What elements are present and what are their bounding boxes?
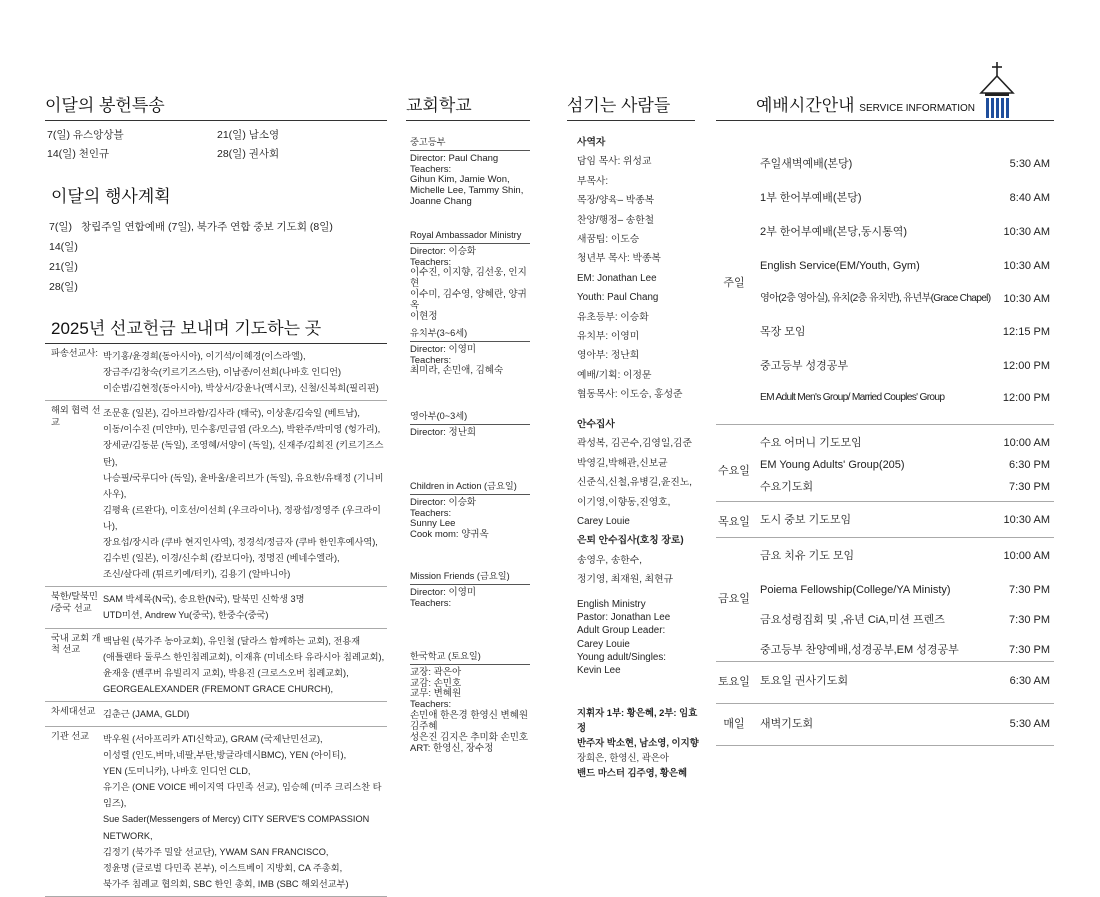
- worship-day: 목요일: [718, 516, 750, 528]
- worship-item: [760, 644, 1050, 658]
- offering-cell: 21(일) 남소영: [217, 129, 280, 141]
- servant-line: 사역자: [577, 137, 606, 148]
- mission-row: [45, 727, 387, 897]
- servant-line: 박영길,박해관,신보균: [577, 457, 668, 469]
- worship-item: [760, 514, 1050, 528]
- servant-line: 예배/기획: 이정문: [577, 369, 652, 381]
- mission-line: 백남원 (북가주 농아교회), 유인철 (달라스 함께하는 교회), 전용재: [103, 635, 361, 646]
- mission-line: 김수빈 (일본), 이경/신수희 (캄보디아), 정명진 (베네수엘라),: [103, 553, 340, 564]
- school-block: [410, 651, 530, 755]
- school-block: [410, 137, 530, 208]
- mission-row: [45, 702, 387, 727]
- mission-line: 이동/이수진 (미얀마), 민수홍/민금엽 (라오스), 박완주/박미영 (헝가리),: [103, 424, 381, 435]
- event-row: [49, 261, 333, 281]
- event-text: 창립주일 연합예배 (7일), 북가주 연합 중보 기도회 (8일): [81, 221, 333, 233]
- school-block-head: Mission Friends (금요일): [410, 571, 530, 585]
- event-date: 14(일): [49, 241, 78, 253]
- school-line: Director: 이승화: [410, 245, 477, 257]
- worship-item-name: 2부 한어부예배(본당,동시통역): [760, 226, 908, 238]
- worship-item-time: 5:30 AM: [1009, 718, 1050, 730]
- school-block-head: Children in Action (금요일): [410, 481, 530, 495]
- mission-line: 윤재웅 (벤쿠버 유빌리지 교회), 박용진 (크로스오버 침례교회),: [103, 667, 349, 678]
- offering-row: [47, 129, 387, 148]
- worship-item: [760, 293, 1050, 307]
- servant-line: 지휘자 1부: 황은혜, 2부: 임효정: [577, 707, 698, 734]
- school-line: Director: 이영미: [410, 343, 477, 355]
- event-row: [49, 221, 333, 241]
- worship-item-time: 10:30 AM: [1003, 226, 1050, 238]
- servants-title: 섬기는 사람들: [567, 95, 695, 121]
- school-line: Cook mom: 양귀옥: [410, 529, 489, 541]
- servant-line: Young adult/Singles:: [577, 651, 666, 663]
- worship-item-name: English Service(EM/Youth, Gym): [760, 260, 920, 272]
- worship-item-name: EM Adult Men's Group/ Married Couples' Group: [760, 392, 945, 403]
- school-line: Teachers:: [410, 256, 452, 268]
- school-block-head: 한국학교 (토요일): [410, 651, 530, 665]
- mission-body: [103, 706, 387, 722]
- worship-group: [716, 425, 1054, 502]
- school-line: ART: 한영신, 장수정: [410, 743, 494, 755]
- worship-day: 금요일: [718, 593, 750, 605]
- school-line: 이수진, 이지향, 김선웅, 인지현: [410, 267, 527, 290]
- worship-item-name: 영아(2층 영아실), 유치(2층 유치반), 유년부(Grace Chapel): [760, 293, 991, 304]
- school-block: [410, 230, 530, 323]
- worship-item: [760, 550, 1050, 564]
- worship-item: [760, 360, 1050, 374]
- event-date: 21(일): [49, 261, 78, 273]
- school-line: Director: 이영미: [410, 586, 477, 598]
- worship-item: [760, 326, 1050, 340]
- mission-line: 박우원 (서아프리카 ATI신학교), GRAM (국제난민선교),: [103, 733, 323, 744]
- mission-line: GEORGEALEXANDER (FREMONT GRACE CHURCH),: [103, 683, 334, 694]
- mission-label: 북한/탈북민 /중국 선교: [51, 591, 98, 614]
- school-line: 교감: 손민호: [410, 677, 462, 689]
- worship-item-time: 7:30 PM: [1009, 644, 1050, 656]
- church-icon: [974, 60, 1020, 120]
- worship-item-time: 7:30 PM: [1009, 481, 1050, 493]
- worship-day: 토요일: [718, 676, 750, 688]
- worship-group: [716, 662, 1054, 704]
- worship-item-name: 새벽기도회: [760, 718, 814, 730]
- mission-label: 차세대선교: [51, 705, 96, 716]
- worship-item-name: 수요기도회: [760, 481, 814, 493]
- mission-line: YEN (도미니카), 나바호 인디언 CLD,: [103, 766, 251, 777]
- worship-item-time: 5:30 AM: [1009, 158, 1050, 170]
- mission-row: [45, 401, 387, 587]
- worship-item: [760, 675, 1050, 689]
- school-line: 이현정: [410, 311, 438, 323]
- mission-label: 국내 교회 개척 선교: [51, 632, 101, 655]
- school-line: Gihun Kim, Jamie Won,: [410, 174, 510, 186]
- servant-line: Pastor: Jonathan Lee: [577, 612, 671, 624]
- worship-group: [716, 704, 1054, 746]
- mission-row: [45, 343, 387, 401]
- worship-item-time: 10:30 AM: [1003, 514, 1050, 526]
- worship-item-time: 10:00 AM: [1003, 437, 1050, 449]
- servant-line: 안수집사: [577, 419, 615, 430]
- servant-line: 밴드 마스터 김주영, 황은혜: [577, 767, 688, 779]
- servant-line: 이기영,이향동,진영호,: [577, 496, 671, 508]
- servant-line: EM: Jonathan Lee: [577, 272, 657, 284]
- worship-item-name: 토요일 권사기도회: [760, 675, 849, 687]
- servant-line: 송영우, 송한수,: [577, 554, 642, 566]
- mission-line: 이성렬 (인도,버마,네팔,부탄,방글라데시BMC), YEN (아이티),: [103, 750, 347, 761]
- mission-body: [103, 633, 387, 697]
- worship-item: [760, 260, 1050, 274]
- school-line: Teachers:: [410, 507, 452, 519]
- school-line: Director: Paul Chang: [410, 152, 499, 164]
- servant-line: Youth: Paul Chang: [577, 292, 659, 304]
- servant-line: Carey Louie: [577, 638, 630, 650]
- mission-body: [103, 405, 387, 582]
- school-block: [410, 328, 530, 377]
- school-block: [410, 411, 530, 439]
- servant-line: 새꿈팀: 이도승: [577, 233, 640, 245]
- worship-day: 수요일: [718, 465, 750, 477]
- offering-cell: 7(일) 유스앙상블: [47, 129, 124, 141]
- worship-item-name: EM Young Adults' Group(205): [760, 459, 905, 471]
- servant-line: 청년부 목사: 박종복: [577, 253, 661, 265]
- worship-item-time: 12:00 PM: [1002, 360, 1050, 372]
- events-title: 이달의 행사계획: [51, 187, 171, 206]
- servant-line: 반주자 박소현, 남소영, 이지향: [577, 737, 699, 749]
- mission-line: 김정기 (북가주 밀알 선교단), YWAM SAN FRANCISCO,: [103, 846, 329, 857]
- school-line: 손민애 한은경 한영신 변혜원 김주혜: [410, 710, 529, 733]
- worship-item-name: 금요성령집회 및 ,유년 CiA,미션 프렌즈: [760, 614, 945, 626]
- servant-line: Adult Group Leader:: [577, 625, 666, 637]
- worship-item: [760, 158, 1050, 172]
- school-line: 교무: 변혜원: [410, 688, 462, 700]
- worship-group: [716, 538, 1054, 662]
- mission-line: 조신/살다레 (튀르키예/터키), 김용기 (알바니아): [103, 569, 291, 580]
- worship-item: [760, 481, 1050, 495]
- worship-item: [760, 584, 1050, 598]
- worship-item: [760, 392, 1050, 406]
- worship-item-name: 1부 한어부예배(본당): [760, 192, 862, 204]
- worship-title: [756, 95, 975, 116]
- servant-line: 찬양/행정– 송한철: [577, 214, 655, 226]
- school-line: Teachers:: [410, 163, 452, 175]
- servant-line: 담임 목사: 위성교: [577, 156, 652, 168]
- worship-subtitle: SERVICE INFORMATION: [859, 103, 976, 114]
- worship-item-name: 수요 어머니 기도모임: [760, 437, 862, 449]
- school-title: 교회학교: [406, 95, 530, 121]
- mission-line: 조문훈 (일본), 김아브라함/김사라 (태국), 이상훈/김숙일 (베트남),: [103, 408, 360, 419]
- mission-body: [103, 591, 387, 623]
- mission-line: 김평육 (르완다), 이호선/이선희 (우크라이나), 정광섭/정영주 (우크라이나),: [103, 504, 381, 531]
- worship-item-time: 10:30 AM: [1003, 293, 1050, 305]
- servants-staff: [577, 133, 702, 404]
- mission-body: [103, 348, 387, 396]
- worship-item-name: 중고등부 찬양예배,성경공부,EM 성경공부: [760, 644, 959, 656]
- mission-line: UTD미션, Andrew Yu(중국), 한중수(중국): [103, 610, 269, 621]
- offering-row: [47, 148, 387, 167]
- worship-item-name: 주일새벽예배(본당): [760, 158, 853, 170]
- school-line: Director: 이승화: [410, 496, 477, 508]
- worship-item-name: 중고등부 성경공부: [760, 360, 849, 372]
- servant-line: 협동목사: 이도승, 홍성준: [577, 389, 683, 401]
- school-block-head: 중고등부: [410, 137, 530, 151]
- mission-line: 나승필/국루디아 (독일), 윤바울/윤리브가 (독일), 유요한/유태정 (기니비사우),: [103, 472, 384, 499]
- worship-item-time: 6:30 AM: [1009, 675, 1050, 687]
- mission-body: [103, 731, 387, 892]
- worship-title-ko: 예배시간안내: [756, 96, 855, 115]
- missions-title: 2025년 선교헌금 보내며 기도하는 곳: [51, 319, 322, 338]
- servant-line: 부목사:: [577, 175, 609, 187]
- servants-deacons: [577, 415, 702, 590]
- worship-item-time: 12:00 PM: [1002, 392, 1050, 404]
- event-row: [49, 281, 333, 301]
- school-line: Teachers:: [410, 354, 452, 366]
- mission-line: 북가주 침례교 협의회, SBC 한인 총회, IMB (SBC 해외선교부): [103, 878, 349, 889]
- mission-line: 장세균/김동분 (독일), 조영혜/서양이 (독일), 신재주/김희진 (키르기즈스탄),: [103, 440, 384, 467]
- worship-item-time: 12:15 PM: [1002, 326, 1050, 338]
- mission-label: 파송선교사:: [51, 348, 98, 358]
- mission-line: 이순범/김현정(동아시아), 박상서/강윤나(멕시코), 신철/신복희(필리핀): [103, 383, 379, 394]
- servant-line: 신준식,신철,유병길,윤진노,: [577, 477, 692, 489]
- servant-line: 유초등부: 이승화: [577, 311, 649, 323]
- worship-item-time: 7:30 PM: [1009, 584, 1050, 596]
- school-block: [410, 481, 530, 541]
- school-line: Director: 정난희: [410, 426, 477, 438]
- worship-item-time: 7:30 PM: [1009, 614, 1050, 626]
- school-line: 교장: 곽은아: [410, 666, 462, 678]
- worship-item: [760, 192, 1050, 206]
- mission-line: (애틀랜타 둘루스 한인침례교회), 이재휴 (미네소타 유라시아 침례교회),: [103, 651, 385, 662]
- worship-group: [716, 502, 1054, 538]
- mission-line: 정윤명 (글로벌 다민족 본부), 이스트베이 지방회, CA 주총회,: [103, 862, 343, 873]
- event-row: [49, 241, 333, 261]
- offering-cell: 14(일) 천인규: [47, 148, 110, 160]
- worship-item: [760, 226, 1050, 240]
- worship-day: 매일: [723, 718, 745, 730]
- school-line: Teachers:: [410, 597, 452, 609]
- offerings-title: 이달의 봉헌특송: [45, 95, 387, 121]
- worship-item-name: Poiema Fellowship(College/YA Ministy): [760, 584, 951, 596]
- offering-cell: 28(일) 권사회: [217, 148, 280, 160]
- mission-line: 박기홍/윤경희(동아시아), 이기석/이혜경(이스라엘),: [103, 351, 306, 361]
- worship-item-time: 6:30 PM: [1009, 459, 1050, 471]
- mission-line: 김춘근 (JAMA, GLDI): [103, 708, 190, 719]
- school-block-head: Royal Ambassador Ministry: [410, 230, 530, 244]
- mission-label: 해외 협력 선교: [51, 405, 101, 428]
- servant-line: 영아부: 정난희: [577, 350, 640, 362]
- worship-item-name: 목장 모임: [760, 326, 806, 338]
- mission-label: 기관 선교: [51, 730, 90, 741]
- worship-day: 주일: [723, 277, 745, 289]
- mission-line: 장요섭/장시라 (쿠바 현지인사역), 정경석/정금자 (쿠바 한인후예사역),: [103, 537, 378, 548]
- missions-table: [45, 343, 387, 897]
- mission-line: SAM 박세록(N국), 송요한(N국), 탈북민 신학생 3명: [103, 594, 305, 605]
- worship-item: [760, 718, 1050, 732]
- worship-rule: [716, 120, 1054, 121]
- school-block: [410, 571, 530, 609]
- servant-line: 정기영, 최재원, 최현규: [577, 574, 674, 586]
- worship-item: [760, 614, 1050, 628]
- servant-line: 은퇴 안수집사(호칭 장로): [577, 535, 684, 547]
- school-block-head: 유치부(3~6세): [410, 328, 530, 342]
- school-line: 성은진 김지은 추미화 손민호: [410, 732, 529, 744]
- event-date: 7(일): [49, 221, 72, 233]
- mission-line: 유기은 (ONE VOICE 베이지역 다민족 선교), 임승혜 (미주 크리스찬 타임즈),: [103, 782, 382, 809]
- school-block-head: 영아부(0~3세): [410, 411, 530, 425]
- mission-row: [45, 587, 387, 628]
- worship-item-time: 10:00 AM: [1003, 550, 1050, 562]
- mission-line: 장금주/김창숙(키르기즈스탄), 이남종/이선희(나바호 인디언): [103, 367, 342, 378]
- school-line: 이수미, 김수영, 양혜란, 양귀옥: [410, 289, 527, 312]
- school-line: Sunny Lee: [410, 518, 456, 530]
- servant-line: 목장/양육– 박종복: [577, 195, 655, 207]
- events-list: [49, 221, 333, 301]
- servant-line: Kevin Lee: [577, 665, 621, 677]
- mission-row: [45, 629, 387, 702]
- worship-item-time: 8:40 AM: [1009, 192, 1050, 204]
- event-date: 28(일): [49, 281, 78, 293]
- servant-line: 유치부: 이영미: [577, 330, 640, 342]
- worship-item: [760, 437, 1050, 451]
- servant-line: 곽성복, 김곤수,김영일,김준: [577, 438, 692, 450]
- servant-line: Carey Louie: [577, 515, 630, 527]
- servants-music: [577, 705, 702, 780]
- school-line: Michelle Lee, Tammy Shin,: [410, 185, 524, 197]
- servant-line: 장희은, 한영신, 곽은아: [577, 752, 669, 764]
- worship-item-name: 금요 치유 기도 모임: [760, 550, 855, 562]
- worship-item-name: 도시 중보 기도모임: [760, 514, 852, 526]
- school-line: 최미라, 손민애, 김혜숙: [410, 365, 504, 377]
- worship-group: [716, 122, 1054, 425]
- worship-item-time: 10:30 AM: [1003, 260, 1050, 272]
- offerings-grid: [47, 129, 387, 167]
- servant-line: English Ministry: [577, 599, 646, 610]
- mission-line: Sue Sader(Messengers of Mercy) CITY SERVE'S COMPASSION NETWORK,: [103, 814, 370, 841]
- school-line: Teachers:: [410, 699, 452, 711]
- school-line: Joanne Chang: [410, 196, 472, 208]
- worship-item: [760, 459, 1050, 473]
- servants-english-ministry: [577, 598, 702, 677]
